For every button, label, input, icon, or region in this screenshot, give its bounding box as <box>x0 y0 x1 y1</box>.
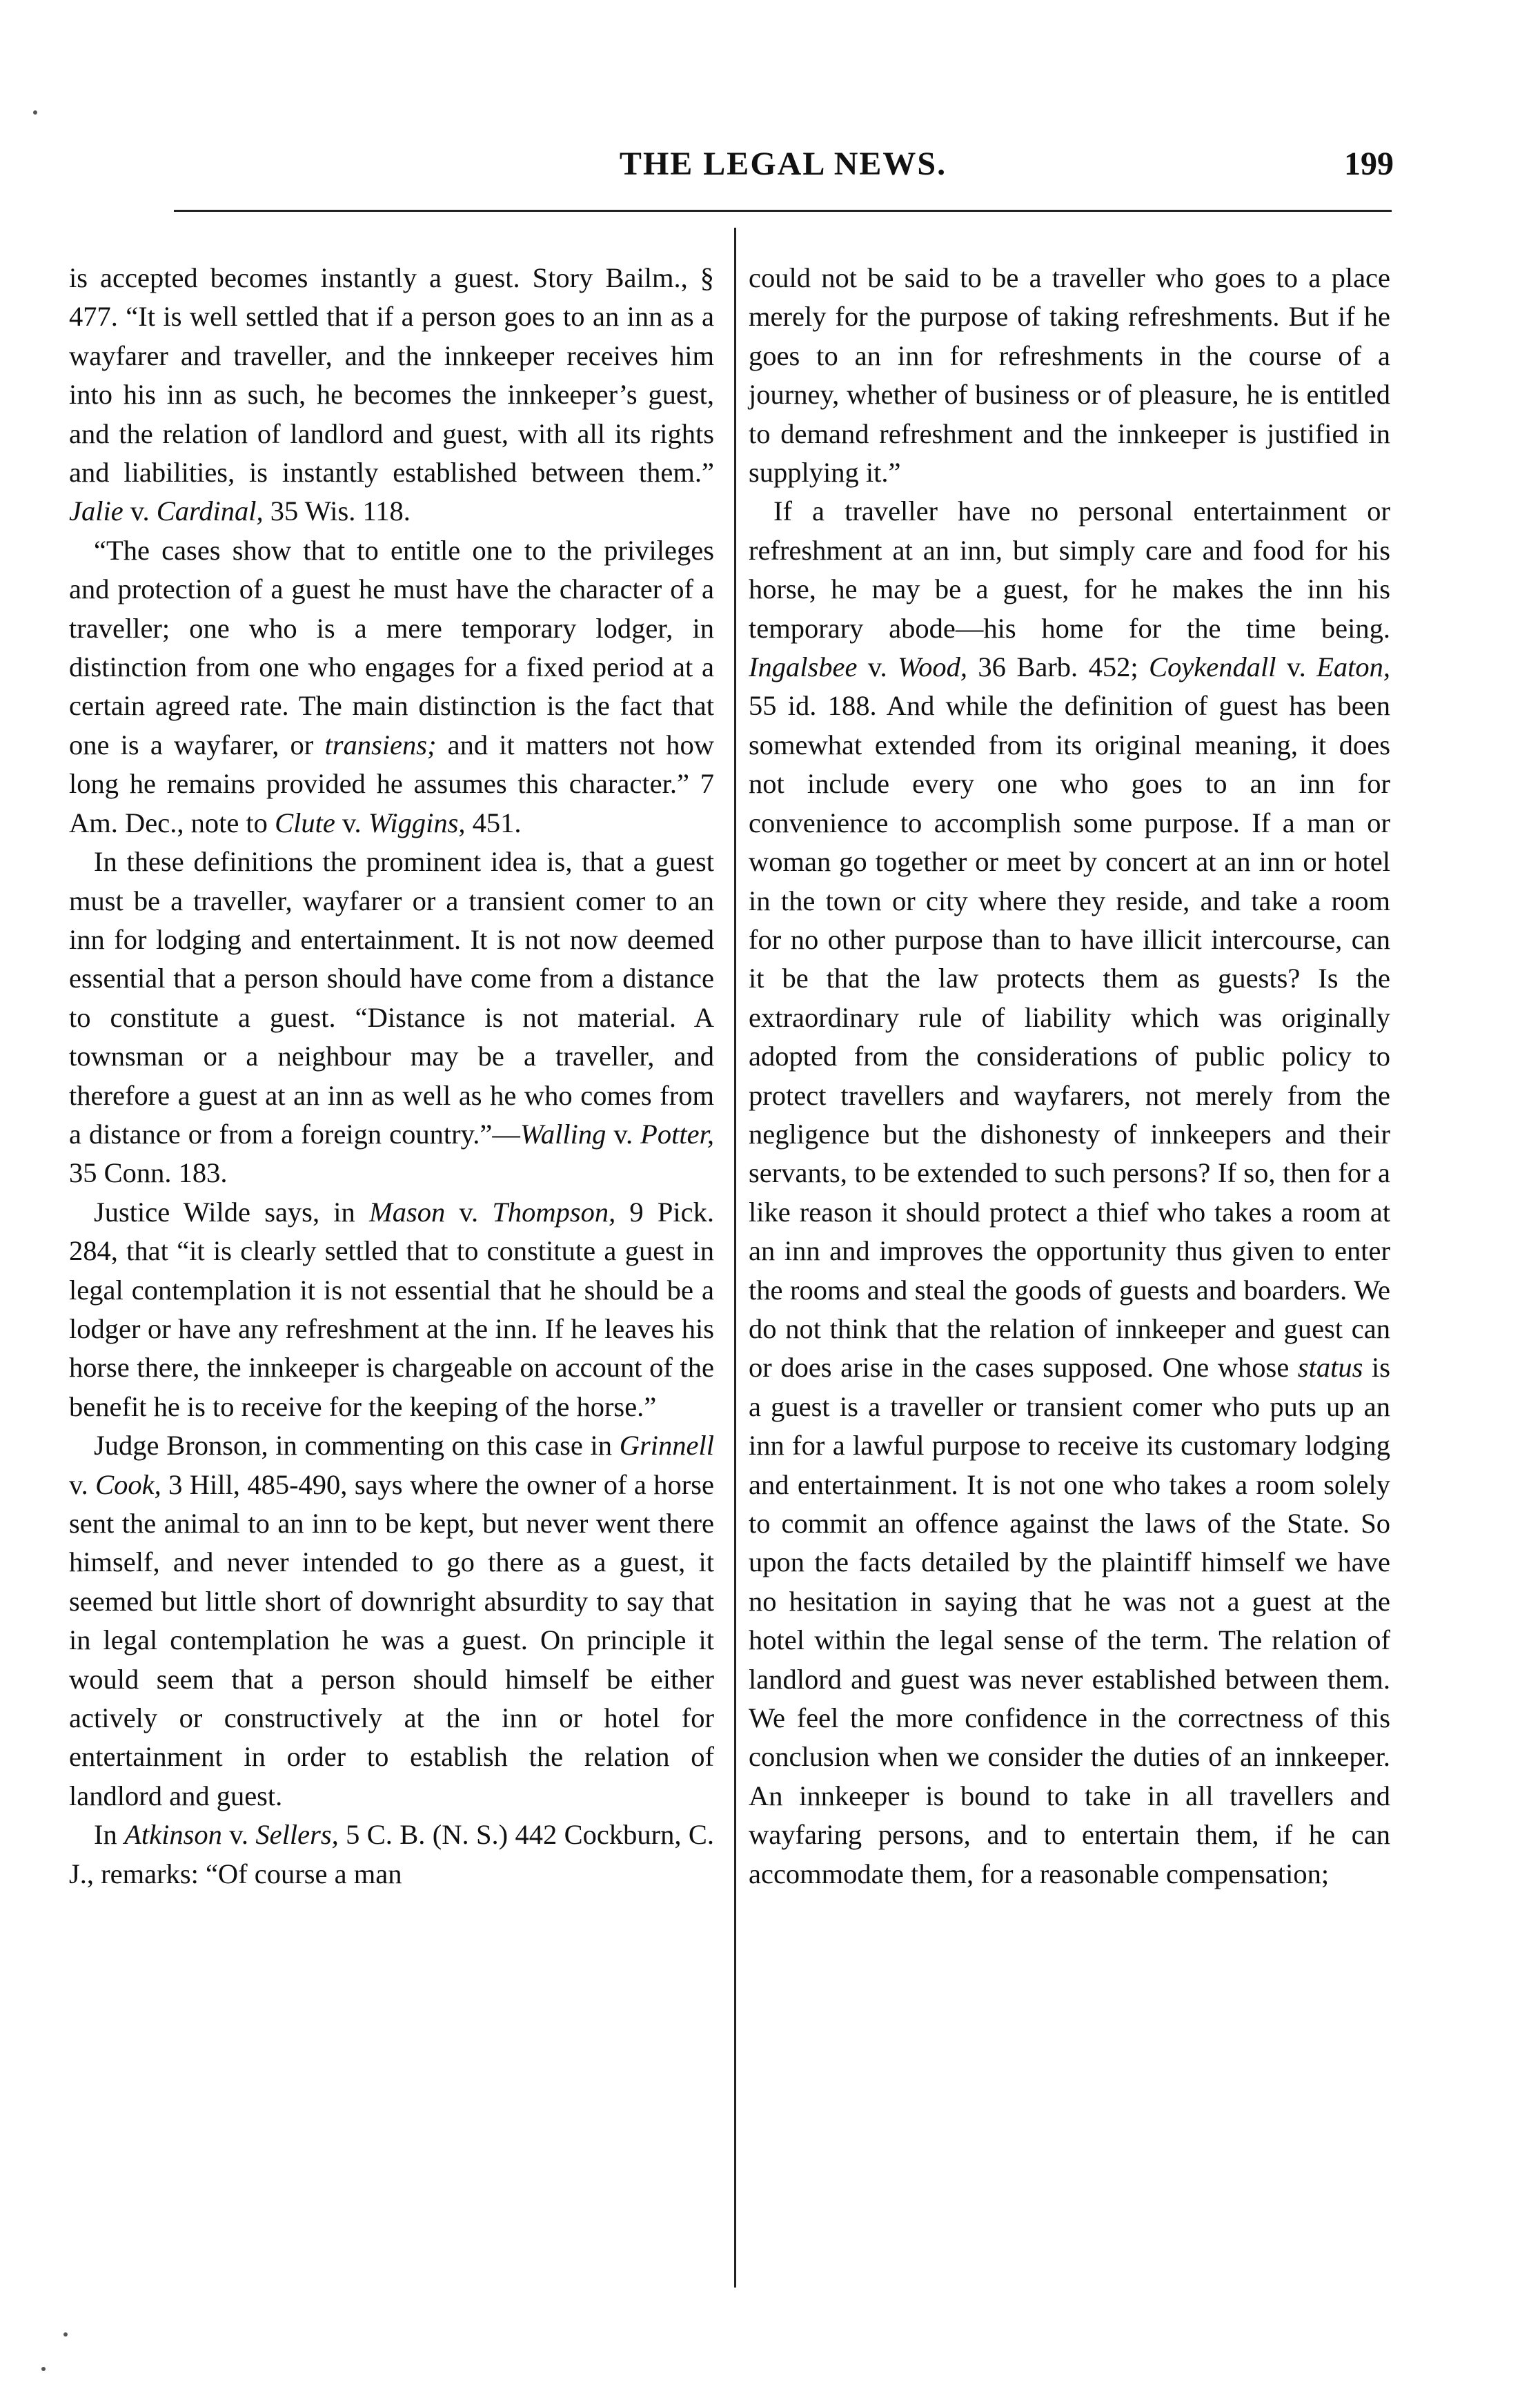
text-run: 36 Barb. 452; <box>967 651 1149 683</box>
text-run: 35 Conn. 183. <box>69 1157 228 1189</box>
case-name: Atkinson <box>124 1819 222 1851</box>
right-column <box>749 259 1390 1894</box>
paragraph <box>69 843 714 1193</box>
case-name: Clute <box>275 807 335 838</box>
running-head <box>172 138 1394 193</box>
text-run: 35 Wis. 118. <box>263 495 411 527</box>
text-run: v. <box>1276 651 1317 683</box>
header-rule <box>174 210 1392 212</box>
text-run: “The cases show that to entitle one to the privileges and protection of a guest he must have the character of a traveller; one who is a mere temporary lodger, in distinction from one who engages for a fixed period at a certain agreed rate. The main distinction is the fact that one is a wayfarer, or <box>69 534 714 760</box>
scan-speck <box>41 2367 46 2371</box>
text-run: In <box>94 1819 125 1851</box>
text-run: v. <box>221 1819 256 1851</box>
case-name: Eaton, <box>1316 651 1390 683</box>
text-run: 451. <box>465 807 522 838</box>
case-name: Jalie <box>69 495 124 527</box>
text-run: v. <box>445 1196 493 1228</box>
text-run: v. <box>857 651 898 683</box>
text-run: v. <box>606 1118 641 1150</box>
text-run: is a guest is a traveller or transient comer who puts up an inn for a lawful purpose to receive its customary lodging and entertainment. It is not one who takes a room solely to commit an offence against the laws of the State. So upon the facts detailed by the plaintiff himself we have no hesitation in saying that he was not a guest at the hotel within the legal sense of the term. The relation of landlord and guest was never established between them. We feel the more confidence in the correctness of this conclusion when we consider the duties of an innkeeper. An innkeeper is bound to take in all travellers and wayfaring persons, and to entertain them, if he can accommodate them, for a reasonable compensation; <box>749 1352 1390 1889</box>
text-run: could not be said to be a traveller who goes to a place merely for the purpose of taking refreshments. But if he goes to an inn for refreshments in the course of a journey, whether of business or of pleasure, he is entitled to demand refreshment and the innkeeper is justified in supplying it.” <box>749 262 1390 489</box>
case-name: Sellers, <box>255 1819 339 1851</box>
latin-term: status <box>1297 1352 1363 1384</box>
latin-term: transiens; <box>324 729 437 760</box>
case-name: Grinnell <box>619 1430 714 1462</box>
case-name: Potter, <box>640 1118 715 1150</box>
text-run: 9 Pick. 284, that “it is clearly settled that to constitute a guest in legal contemplation it is not essential that he should be a lodger or have any refreshment at the inn. If he leaves his horse there, the innkeeper is chargeable on account of the benefit he is to receive for the keeping of the horse.” <box>69 1196 714 1422</box>
scan-speck <box>33 110 37 115</box>
text-run: If a traveller have no personal entertainment or refreshment at an inn, but simply care and food for his horse, he may be a guest, for he makes the inn his temporary abode—his home for the time being. <box>749 495 1390 644</box>
text-run: 55 id. 188. And while the definition of guest has been somewhat extended from its original meaning, it does not include every one who goes to an inn for convenience to accomplish some purpose. If a man or woman go together or meet by concert at an inn or hotel in the town or city where they reside, and take a room for no other purpose than to have illicit intercourse, can it be that the law protects them as guests? Is the extraordinary rule of liability which was originally adopted from the considerations of public policy to protect travellers and wayfarers, not merely from the negligence but the dishonesty of innkeepers and their servants, to be extended to such persons? If so, then for a like reason it should protect a thief who takes a room at an inn and improves the opportunity thus given to enter the rooms and steal the goods of guests and boarders. We do not think that the relation of innkeeper and guest can or does arise in the cases supposed. One whose <box>749 690 1390 1384</box>
scan-speck <box>63 2332 68 2337</box>
case-name: Wiggins, <box>368 807 466 838</box>
case-name: Thompson, <box>492 1196 616 1228</box>
case-name: Mason <box>368 1196 446 1228</box>
paragraph <box>69 1193 714 1426</box>
paragraph <box>69 1426 714 1816</box>
paragraph <box>69 531 714 843</box>
paragraph <box>749 492 1390 1894</box>
text-run: v. <box>123 495 157 527</box>
paragraph <box>69 1816 714 1894</box>
paragraph <box>749 259 1390 492</box>
text-run: 5 C. B. (N. S.) 442 Cockburn, C. J., remarks: “Of course a man <box>69 1819 714 1889</box>
left-column <box>69 259 714 1894</box>
text-run: Justice Wilde says, in <box>94 1196 369 1228</box>
text-run: 3 Hill, 485-490, says where the owner of a horse sent the animal to an inn to be kept, but never went there himself, and never intended to go there as a guest, it seemed but little short of downright absurdity to say that in legal contemplation he was a guest. On principle it would seem that a person should himself be either actively or constructively at the inn or hotel for entertainment in order to establish the relation of landlord and guest. <box>69 1468 714 1811</box>
case-name: Ingalsbee <box>749 651 858 683</box>
case-name: Cardinal, <box>156 495 264 527</box>
case-name: Walling <box>520 1118 606 1150</box>
page-number: 199 <box>1344 146 1394 182</box>
column-divider <box>734 228 736 2288</box>
case-name: Wood, <box>898 651 967 683</box>
text-run: v. <box>335 807 368 838</box>
journal-title: THE LEGAL NEWS. <box>619 146 947 182</box>
text-run: v. <box>69 1468 96 1500</box>
paragraph <box>69 259 714 531</box>
case-name: Cook, <box>95 1468 161 1500</box>
text-run: is accepted becomes instantly a guest. Story Bailm., § 477. “It is well settled that if a person goes to an inn as a wayfarer and traveller, and the innkeeper receives him into his inn as such, he becomes the innkeeper’s guest, and the relation of landlord and guest, with all its rights and liabilities, is instantly established between them.” <box>69 262 714 489</box>
text-run: In these definitions the prominent idea is, that a guest must be a traveller, wayfarer or a transient comer to an inn for lodging and entertainment. It is not now deemed essential that a person should have come from a distance to constitute a guest. “Distance is not material. A townsman or a neighbour may be a traveller, and therefore a guest at an inn as well as he who comes from a distance or from a foreign country.”— <box>69 846 714 1150</box>
text-run: Judge Bronson, in commenting on this case in <box>94 1430 620 1462</box>
case-name: Coykendall <box>1149 651 1276 683</box>
text-run: and it matters not how long he remains provided he assumes this character.” 7 Am. Dec., note to <box>69 729 714 838</box>
